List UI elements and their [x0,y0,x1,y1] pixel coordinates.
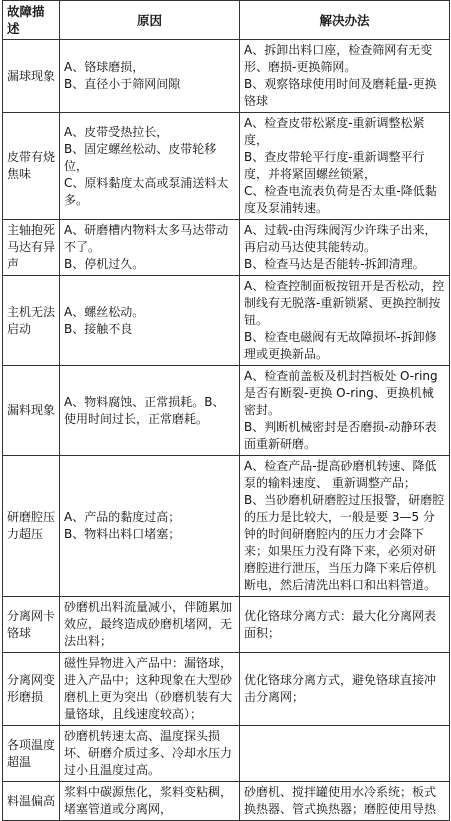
table-row [3,782,450,821]
table-row [3,40,450,113]
cause-line: A、皮带受热拉长， [64,124,169,139]
symptom-cell: 主机无法启动 [3,276,60,366]
solution-cell [240,726,450,782]
solution-line: A、检查皮带松紧度-重新调整松紧度， [244,116,425,147]
cause-cell [60,276,240,366]
solution-line: A、检查控制面板按钮开是否松动，控制线有无脱落-重新锁紧、更换控制按钮。 [244,279,445,327]
solution-cell [240,366,450,456]
symptom-cell: 漏料现象 [3,366,60,456]
symptom-cell: 研磨腔压力超压 [3,456,60,597]
cause-cell [60,782,240,821]
cause-line: 砂磨机出料流量减小，伴随累加效应，最终造成砂磨机堵网，无法出料； [64,600,233,648]
table-row [3,597,450,653]
cause-line: 砂磨机转速太高、温度探头损坏、研磨介质过多、冷却水压力过小且温度过高。 [64,729,233,777]
cause-cell [60,40,240,113]
cause-line: B、停机过久。 [64,257,145,271]
table-row [3,456,450,597]
table-row [3,653,450,726]
solution-cell [240,653,450,726]
solution-cell [240,40,450,113]
solution-line: C、检查电流表负荷是否太重-降低黏度及泵浦转速。 [244,184,437,215]
cause-line: A、产品的黏度过高； [64,510,181,524]
solution-line: 优化铬球分离方式，避免铬球直接冲击分离网； [244,673,437,704]
solution-cell [240,456,450,597]
solution-cell [240,597,450,653]
header-cause: 原因 [60,1,240,40]
symptom-cell: 各项温度超温 [3,726,60,782]
table-row [3,113,450,220]
header-symptom: 故障描述 [3,1,60,40]
table-row [3,276,450,366]
cause-line: A、铬球磨损， [64,60,145,74]
table-row [3,726,450,782]
cause-line: B、物料出料口堵塞； [64,527,181,541]
cause-line: 浆料中碳源焦化，浆料变粘稠，堵塞管道或分离网， [64,785,233,816]
symptom-cell: 分离网卡铬球 [3,597,60,653]
solution-cell [240,276,450,366]
cause-cell [60,113,240,220]
solution-cell [240,113,450,220]
solution-line: B、查皮带轮平行度-重新调整平行度，并将紧固螺丝锁紧， [244,150,425,181]
cause-line: A、螺丝松动。 [64,304,145,319]
symptom-cell: 主轴抱死马达有异声 [3,220,60,276]
cause-cell [60,456,240,597]
cause-line: B、接触不良 [64,321,133,336]
cause-cell [60,726,240,782]
symptom-cell: 漏球现象 [3,40,60,113]
solution-line: A、过载-由泻珠阀泻少许珠子出来，再启动马达使其能转动。 [244,223,437,254]
solution-line: A、检查产品-提高砂磨机转速、降低泵的输料速度、 重新调整产品； [244,459,437,490]
header-solution: 解决办法 [240,1,450,40]
solution-line: 砂磨机、搅拌罐使用水冷系统；板式换热器、管式换热器；磨腔使用导热 [244,785,437,816]
cause-line: A、研磨槽内物料太多马达带动不了。 [64,223,229,254]
solution-cell [240,220,450,276]
solution-line: B、观察铬球使用时间及磨耗量-更换铬球 [244,77,437,108]
cause-line: A、物料腐蚀、正常损耗。B、使用时间过长，正常磨耗。 [64,394,225,426]
table-row [3,366,450,456]
cause-line: 磁性异物进入产品中：漏铬球，进入产品中；这种现象在大型砂磨机上更为突出（砂磨机装有大量铬球，且线速度较高）； [64,656,233,721]
solution-line: A、拆卸出料口座，检查筛网有无变形、磨损-更换筛网。 [244,43,433,74]
solution-line: B、检查电磁阀有无故障损坏-拆卸修理或更换新品。 [244,330,437,361]
solution-line: A、检查前盖板及机封挡板处 O-ring是否有断裂-更换 O-ring、更换机械密封。 [244,369,438,417]
cause-line: B、直径小于筛网间隙 [64,77,181,91]
table-header-row [3,1,450,40]
troubleshooting-table [2,0,450,821]
solution-line: B、当砂磨机研磨腔过压报警，研磨腔的压力是比较大，一般是要 3—5 分钟的时间研磨腔内的压力才会降下来；如果压力没有降下来，必须对研磨腔进行泄压，当压力降下来后停机断电，然后清洗出料口和出料管道。 [244,493,445,592]
solution-line: B、检查马达是否能转-拆卸清理。 [244,257,425,271]
cause-cell [60,220,240,276]
cause-cell [60,366,240,456]
cause-cell [60,597,240,653]
cause-line: B、固定螺丝松动、皮带轮移位， [64,141,217,173]
symptom-cell: 料温偏高 [3,782,60,821]
symptom-cell: 分离网变形磨损 [3,653,60,726]
solution-cell [240,782,450,821]
symptom-cell: 皮带有烧焦味 [3,113,60,220]
cause-cell [60,653,240,726]
solution-line: 优化铬球分离方式：最大化分离网表面积； [244,608,437,640]
table-row [3,220,450,276]
solution-line: B、判断机械密封是否磨损-动静环表面重新研磨。 [244,420,437,451]
cause-line: C、原料黏度太高或泵浦送料太多。 [64,175,229,207]
